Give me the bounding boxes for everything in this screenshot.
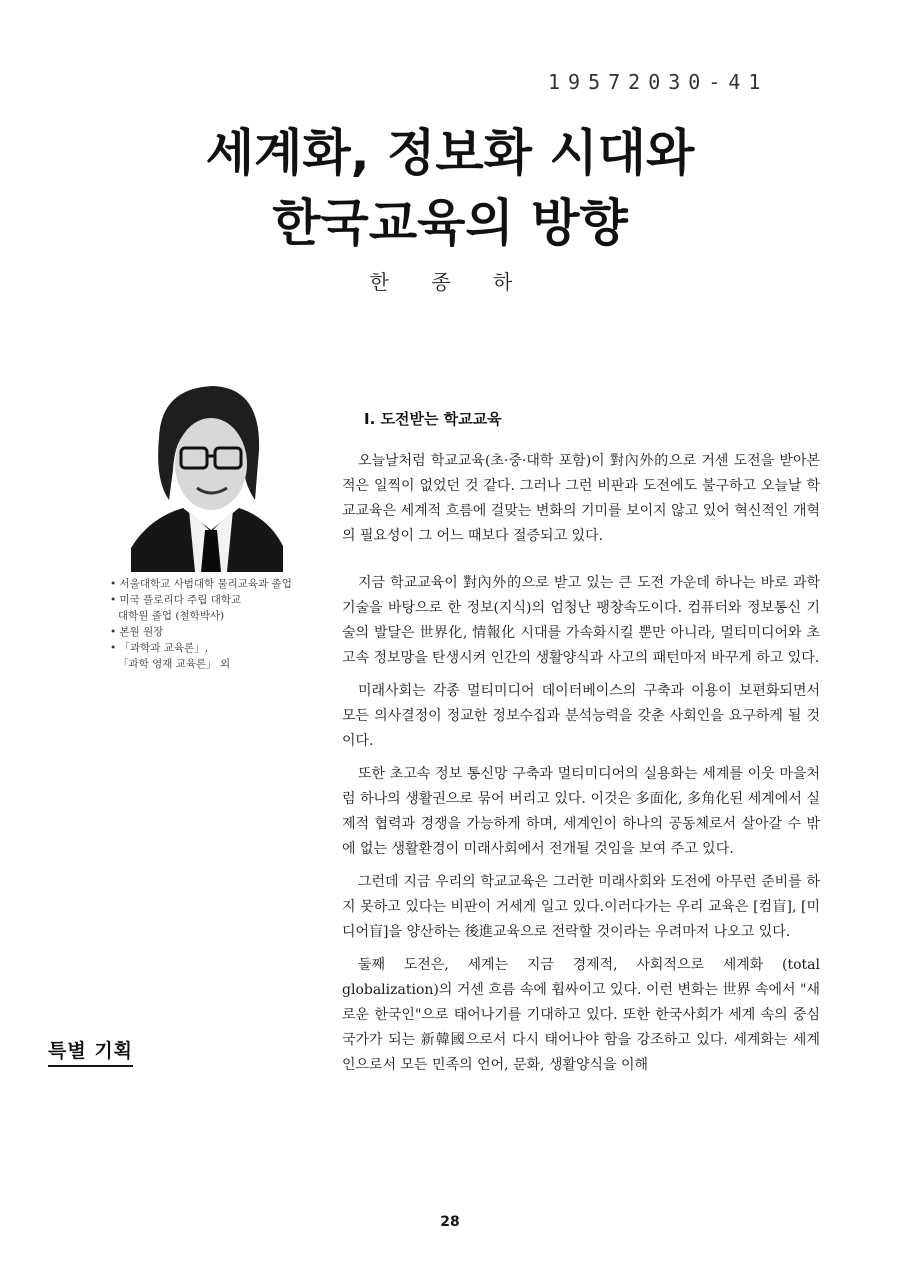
title-line-2: 한국교육의 방향	[272, 194, 628, 252]
document-id: 19572030-41	[548, 70, 769, 94]
bio-line: 「과학 영재 교육론」 외	[118, 658, 231, 670]
paragraph: 지금 학교교육이 對內外的으로 받고 있는 큰 도전 가운데 하나는 바로 과학기술을 바탕으로 한 정보(지식)의 엄청난 팽창속도이다. 컴퓨터와 정보통신 기술의 발달은 世界化, 情報化 시대를 가속화시킬 뿐만 아니라, 멀티미디어와 초고속 정보망을 탄생시켜 인간의 생활양식과 사고의 패턴마저 바꾸게 하고 있다.	[342, 575, 820, 666]
article-title	[0, 118, 900, 258]
author-portrait	[131, 380, 283, 572]
paragraph: 그런데 지금 우리의 학교교육은 그러한 미래사회와 도전에 아무런 준비를 하지 못하고 있다는 비판이 거세게 일고 있다.이러다가는 우리 교육은 [컴盲], [미디어盲]을 양산하는 後進교육으로 전락할 것이라는 우려마저 나오고 있다.	[342, 874, 820, 940]
bio-line: • 본원 원장	[110, 626, 164, 638]
bio-line: • 서울대학교 사범대학 물리교육과 졸업	[110, 578, 292, 590]
paragraph: 또한 초고속 정보 통신망 구축과 멀티미디어의 실용화는 세계를 이웃 마을처럼 하나의 생활권으로 묶어 버리고 있다. 이것은 多面化, 多角化된 세계에서 실제적 협력과 경쟁을 가능하게 하며, 세계인이 하나의 공동체로서 살아갈 수 밖에 없는 생활환경이 미래사회에서 전개될 것임을 보여 주고 있다.	[342, 766, 820, 857]
special-feature-badge: 특별 기획	[48, 1036, 133, 1067]
author-name: 한 종 하	[369, 270, 531, 294]
article-body	[342, 408, 820, 1086]
author-bio	[110, 576, 320, 672]
bio-line: • 미국 플로리다 주립 대학교	[110, 594, 242, 606]
paragraph: 오늘날처럼 학교교육(초·중·대학 포함)이 對內外的으로 거센 도전을 받아본 적은 일찍이 없었던 것 같다. 그러나 그런 비판과 도전에도 불구하고 오늘날 학교교육은 세계적 흐름에 걸맞는 변화의 기미를 보이지 않고 있어 혁신적인 개혁의 필요성이 그 어느 때보다 절증되고 있다.	[342, 453, 820, 544]
paragraph: 미래사회는 각종 멀티미디어 데이터베이스의 구축과 이용이 보편화되면서 모든 의사결정이 정교한 정보수집과 분석능력을 갖춘 사회인을 요구하게 될 것이다.	[342, 683, 820, 749]
section-heading: Ⅰ. 도전받는 학교교육	[364, 410, 502, 428]
title-line-1: 세계화, 정보화 시대와	[205, 124, 695, 182]
bio-line: • 「과학과 교육론」,	[110, 642, 209, 654]
paragraph: 둘째 도전은, 세계는 지금 경제적, 사회적으로 세계화 (total globalization)의 거센 흐름 속에 휩싸이고 있다. 이런 변화는 世界 속에서 "새로운 한국인"으로 태어나기를 기대하고 있다. 또한 한국사회가 세계 속의 중심국가가 되는 新韓國으로서 다시 태어나야 함을 강조하고 있다. 세계화는 세계인으로서 모든 민족의 언어, 문화, 생활양식을 이해	[342, 957, 820, 1073]
page-number: 28	[440, 1214, 460, 1230]
bio-line: 대학원 졸업 (철학박사)	[118, 610, 225, 622]
